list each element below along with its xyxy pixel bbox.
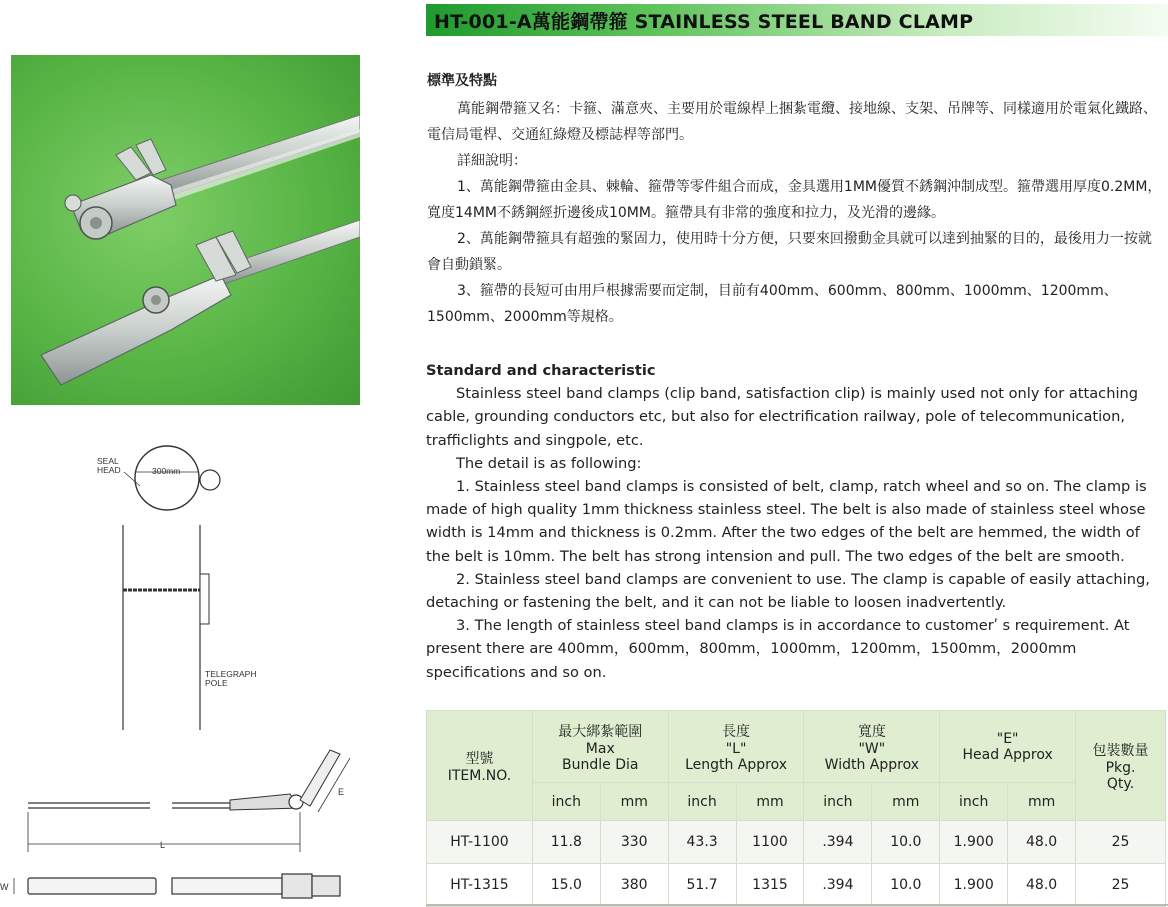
title-bar [426,4,1168,36]
cell-length-inch: 43.3 [668,821,736,864]
seal-head-label-1: SEAL [97,456,119,466]
header-pkg-qty: 包裝數量 Pkg. Qty. [1076,711,1166,821]
header-item: 型號 ITEM.NO. [427,711,533,821]
table-row [427,821,1166,864]
cell-length-inch: 51.7 [668,864,736,907]
cell-item: HT-1315 [427,864,533,907]
product-photo [11,55,360,405]
unit-inch: inch [940,783,1008,821]
band-clamp-photo [11,55,360,405]
cell-item: HT-1100 [427,821,533,864]
cell-head-inch: 1.900 [940,864,1008,907]
header-head: "E" Head Approx [940,711,1076,783]
dim-l-label: L [160,840,166,850]
en-paragraph-5: 3. The length of stainless steel band clamps is in accordance to customerʹ s requirement. At present there are 400mm，600mm，800mm，1000mm，1200mm，1500mm，2000mm specifications and so on. [426,617,1130,681]
cell-head-inch: 1.900 [940,821,1008,864]
en-paragraph-1: Stainless steel band clamps (clip band, satisfaction clip) is mainly used not only for attaching cable, grounding conductors etc, but also for electrification railway, pole of telecommunication, trafficlights and singpole, etc. [426,385,1139,449]
cell-width-mm: 10.0 [872,821,940,864]
seal-head-label-2: HEAD [97,465,121,475]
header-length: 長度 "L" Length Approx [668,711,804,783]
cell-width-inch: .394 [804,821,872,864]
cell-max-inch: 11.8 [532,821,600,864]
unit-mm: mm [1008,783,1076,821]
table-row [427,864,1166,907]
unit-mm: mm [736,783,804,821]
zh-heading: 標準及特點 [427,73,497,89]
zh-paragraph-2: 詳細說明： [457,153,527,169]
technical-drawing [0,440,380,906]
unit-inch: inch [804,783,872,821]
zh-paragraph-4: 2、萬能鋼帶箍具有超強的緊固力，使用時十分方便，只要來回撥動金具就可以達到抽緊的目的，最後用力一按就會自動鎖緊。 [427,231,1152,273]
cell-qty: 25 [1076,864,1166,907]
cell-head-mm: 48.0 [1008,821,1076,864]
en-heading: Standard and characteristic [426,362,656,379]
cell-head-mm: 48.0 [1008,864,1076,907]
cell-width-inch: .394 [804,864,872,907]
header-max-bundle: 最大綁紮範圍 Max Bundle Dia [532,711,668,783]
band-ring [135,446,199,510]
cell-max-mm: 330 [600,821,668,864]
cell-length-mm: 1100 [736,821,804,864]
unit-inch: inch [532,783,600,821]
dim-e-label: E [338,787,345,797]
seal-head [200,470,220,490]
en-paragraph-3: 1. Stainless steel band clamps is consisted of belt, clamp, ratch wheel and so on. The clamp is made of high quality 1mm thickness stainless steel. The belt is also made of stainless steel whose width is 14mm and thickness is 0.2mm. After the two edges of the belt are hemmed, the width of the belt is 10mm. The belt has strong intension and pull. The two edges of the belt are smooth. [426,478,1147,565]
header-width: 寬度 "W" Width Approx [804,711,940,783]
spec-table [426,710,1166,907]
en-section [426,359,1168,684]
en-paragraph-4: 2. Stainless steel band clamps are convenient to use. The clamp is capable of easily attaching, detaching or fastening the belt, and it can not be liable to loosen inadvertently. [426,570,1150,612]
cell-max-mm: 380 [600,864,668,907]
pole-label-1: TELEGRAPH [205,669,257,679]
dim-w-label: W [0,882,9,892]
pole-label-2: POLE [205,678,228,688]
cell-length-mm: 1315 [736,864,804,907]
page-title: HT-001-A萬能鋼帶箍 STAINLESS STEEL BAND CLAMP [434,11,974,33]
cell-width-mm: 10.0 [872,864,940,907]
zh-paragraph-3: 1、萬能鋼帶箍由金具、棘輪、箍帶等零件組合而成，金具選用1MM優質不銹鋼沖制成型。箍帶選用厚度0.2MM，寬度14MM不銹鋼經折邊後成10MM。箍帶具有非常的強度和拉力，及光滑的邊緣。 [427,179,1162,221]
unit-mm: mm [872,783,940,821]
zh-paragraph-1: 萬能鋼帶箍又名：卡箍、滿意夾、主要用於電線桿上捆紮電纜、接地線、支架、吊牌等、同樣適用於電氣化鐵路、電信局電桿、交通紅綠燈及標誌桿等部門。 [427,101,1157,143]
en-paragraph-2: The detail is as following: [456,454,642,472]
zh-paragraph-5: 3、箍帶的長短可由用戶根據需要而定制，目前有400mm、600mm、800mm、1000mm、1200mm、1500mm、2000mm等規格。 [427,283,1118,325]
unit-mm: mm [600,783,668,821]
zh-section [427,68,1165,330]
cell-qty: 25 [1076,821,1166,864]
pole-clamp-head [200,574,209,624]
diameter-label: 300mm [152,466,181,476]
unit-inch: inch [668,783,736,821]
cell-max-inch: 15.0 [532,864,600,907]
